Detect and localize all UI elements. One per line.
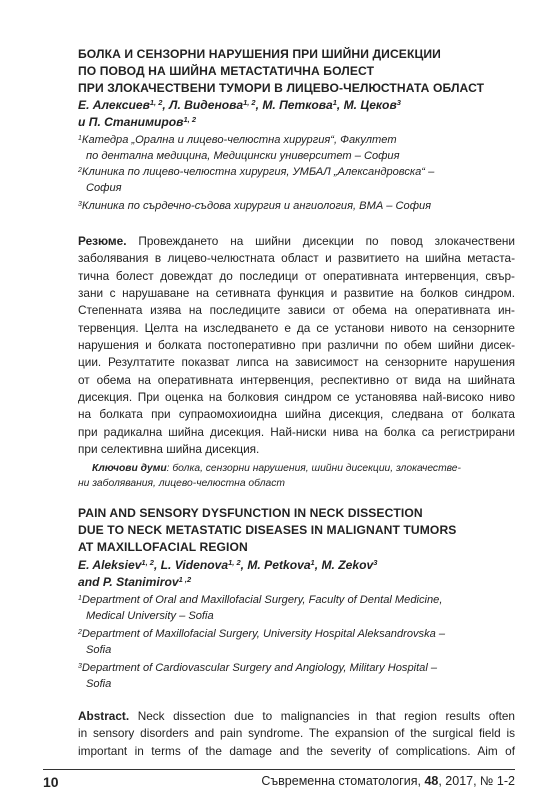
abstract-line: тервенция. Целта на изследването е да се установи нивото на сензорните xyxy=(78,320,515,335)
en-title-line: AT MAXILLOFACIAL REGION xyxy=(78,540,248,554)
bg-title xyxy=(78,46,484,97)
affiliation-cont: София xyxy=(86,182,122,194)
bg-affiliations xyxy=(78,132,434,214)
abstract-line: important in terms of the damage and the severity of complications. Aim of xyxy=(78,743,515,758)
affiliation-cont: по дентална медицина, Медицински университет – София xyxy=(86,150,400,162)
abstract-line: на болката при супраомохиоидна шийна дисекция, следвана от болката xyxy=(78,407,515,422)
en-authors-line2: and P. Stanimirov$^{1 ,2}$ xyxy=(78,575,192,589)
en-affiliations xyxy=(78,592,445,692)
en-title xyxy=(78,505,456,556)
author: L. Videnova$^{1, 2}$, xyxy=(160,558,248,572)
bg-title-line: БОЛКА И СЕНЗОРНИ НАРУШЕНИЯ ПРИ ШИЙНИ ДИСЕКЦИИ xyxy=(78,47,441,61)
abstract-line: Abstract. Neck dissection due to malignancies in that region results often xyxy=(78,709,515,723)
bg-keywords xyxy=(64,461,461,491)
bg-authors-line2: и П. Станимиров$^{1, 2}$ xyxy=(78,115,197,129)
author: M. Zekov$^3$ xyxy=(321,558,378,572)
affiliation-cont: Sofia xyxy=(86,678,112,690)
page-footer xyxy=(43,769,515,794)
en-title-line: PAIN AND SENSORY DYSFUNCTION IN NECK DISSECTION xyxy=(78,506,423,520)
abstract-line: Резюме. Провеждането на шийни дисекции по повод злокачествени xyxy=(78,234,515,248)
keywords-line: Ключови думи: болка, сензорни нарушения, шийни дисекции, злокачестве- xyxy=(92,463,461,474)
abstract-label: Abstract. xyxy=(78,709,130,723)
author: П. Станимиров xyxy=(88,115,184,129)
affiliation: $^3$Department of Cardiovascular Surgery and Angiology, Military Hospital – xyxy=(78,662,438,674)
page-number: 10 xyxy=(43,774,59,790)
abstract-line: при селективна шийна дисекция. xyxy=(78,442,260,457)
abstract-line: дисекция. При оценка на болковия синдром се установява най-високо ниво xyxy=(78,390,515,405)
volume: 48 xyxy=(424,774,439,788)
author: М. Цеков$^3$ xyxy=(343,98,401,112)
abstract-line: нарушения и болката постоперативно при различни по обем шийни дисек- xyxy=(78,338,515,353)
affiliation: $^3$Клиника по сърдечно-съдова хирургия и ангиология, ВМА – София xyxy=(78,200,432,212)
abstract-line: при радикална шийна дисекция. Най-ниски нива на болка са регистрирани xyxy=(78,424,515,439)
author: E. Aleksiev$^{1, 2}$, xyxy=(78,558,161,572)
keywords-line: ни заболявания, лицево-челюстна област xyxy=(78,478,285,489)
author: Е. Алексиев$^{1, 2}$, xyxy=(78,98,170,112)
abstract-line: тична болест довеждат до последици от оперативната интервенция, свър- xyxy=(78,268,515,283)
abstract-line: ции. Резултатите показват липса на зависимост на сензорните нарушения xyxy=(78,355,515,370)
abstract-label: Резюме. xyxy=(78,234,127,248)
en-title-line: DUE TO NECK METASTATIC DISEASES IN MALIGNANT TUMORS xyxy=(78,523,457,537)
abstract-line: от обема на оперативната интервенция, респективно от вида на шийната xyxy=(78,372,515,387)
affiliation: $^2$Клиника по лицево-челюстна хирургия, УМБАЛ „Александровска“ – xyxy=(78,166,435,178)
abstract-line: Степенната изява на последиците зависи от обема на оперативната ин- xyxy=(78,303,515,318)
author: M. Petkova$^1$, xyxy=(247,558,322,572)
affiliation-cont: Sofia xyxy=(86,644,112,656)
keywords-label: Ключови думи xyxy=(92,463,167,474)
bg-abstract xyxy=(78,233,515,458)
author: М. Петкова$^1$, xyxy=(262,98,344,112)
affiliation: $^2$Department of Maxillofacial Surgery, University Hospital Aleksandrovska – xyxy=(78,628,446,640)
bg-title-line: ПРИ ЗЛОКАЧЕСТВЕНИ ТУМОРИ В ЛИЦЕВО-ЧЕЛЮСТНАТА ОБЛАСТ xyxy=(78,81,485,95)
en-authors xyxy=(78,557,377,573)
en-abstract xyxy=(78,708,515,760)
author: P. Stanimirov xyxy=(102,575,179,589)
author: Л. Виденова$^{1, 2}$, xyxy=(169,98,263,112)
abstract-line: зани с нарушаване на сетивната функция и развитие на болков синдром. xyxy=(78,286,515,301)
affiliation: $^1$Катедра „Орална и лицево-челюстна хирургия“, Факултет xyxy=(78,134,397,146)
bg-authors xyxy=(78,97,401,113)
journal-citation: Съвременна стоматология, 48, 2017, № 1-2 xyxy=(261,774,515,788)
abstract-line: заболявания в лицево-челюстната област и развитието на шийна метаста- xyxy=(78,251,515,266)
affiliation-cont: Medical University – Sofia xyxy=(86,610,214,622)
affiliation: $^1$Department of Oral and Maxillofacial Surgery, Faculty of Dental Medicine, xyxy=(78,594,443,606)
abstract-line: in sensory disorders and pain syndrome. The expansion of the surgical field is xyxy=(78,726,515,741)
bg-title-line: ПО ПОВОД НА ШИЙНА МЕТАСТАТИЧНА БОЛЕСТ xyxy=(78,64,375,78)
